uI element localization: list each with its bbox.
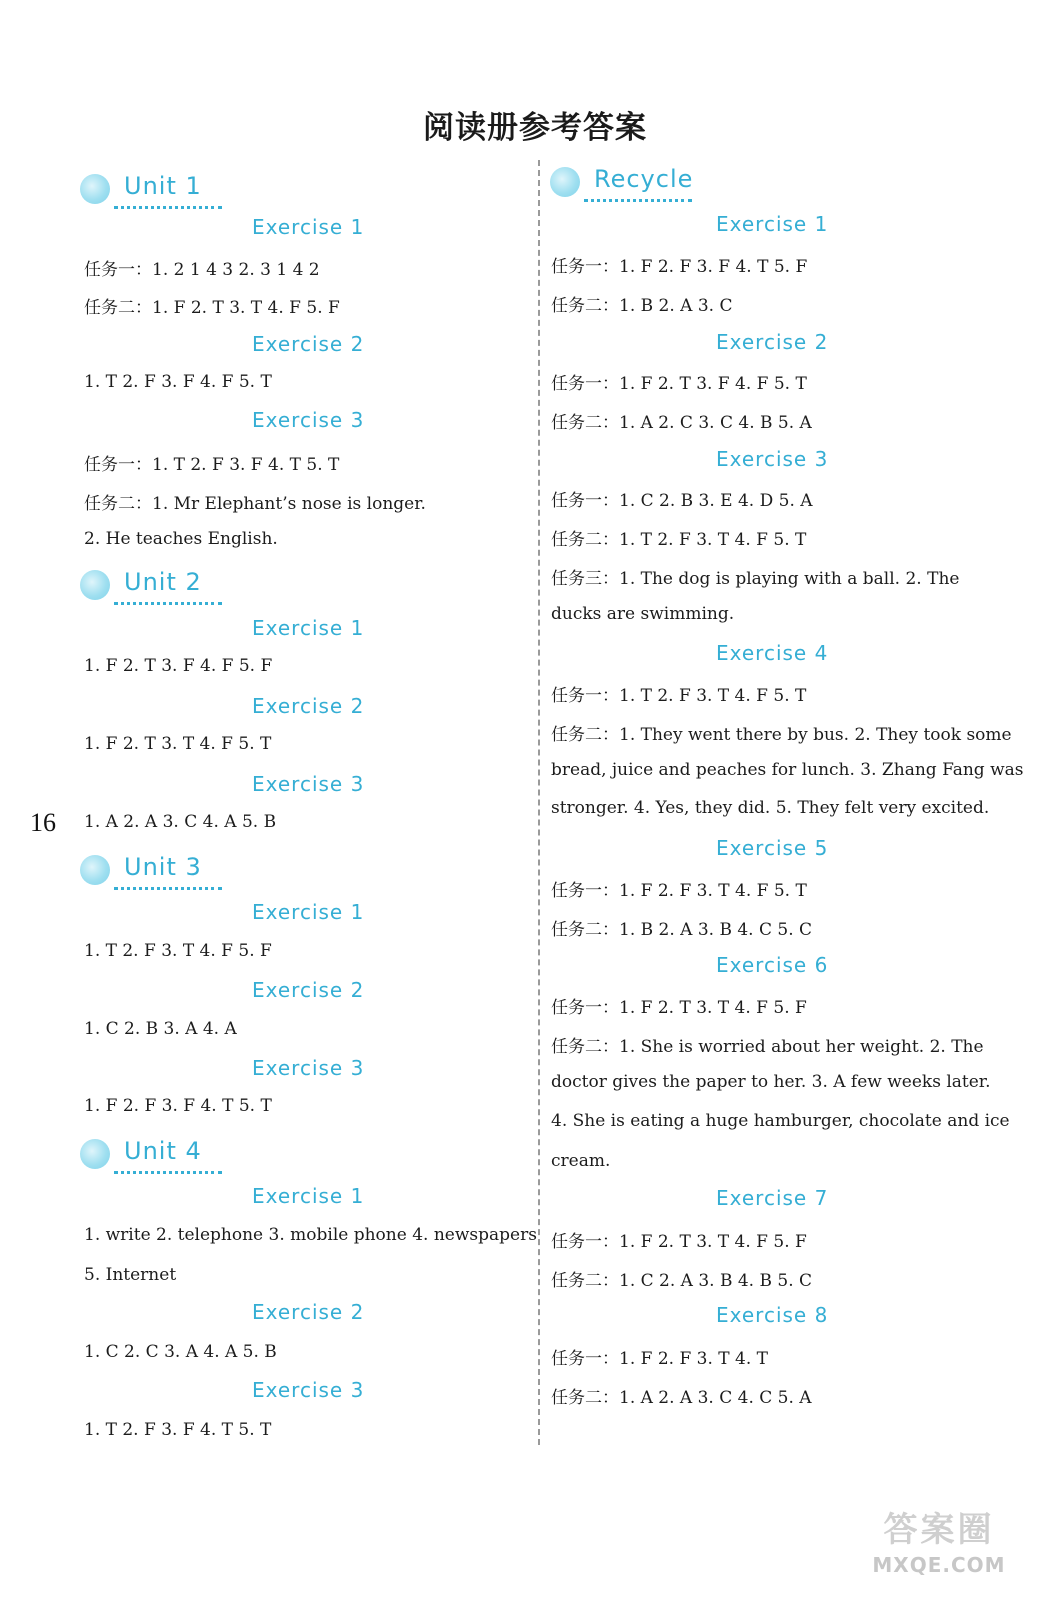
exercise-heading: Exercise 3 xyxy=(252,408,365,432)
answer-line: 1. write 2. telephone 3. mobile phone 4. newspapers xyxy=(84,1225,537,1245)
answer-line: 任务二：1. They went there by bus. 2. They took some xyxy=(551,725,1012,745)
exercise-heading: Exercise 7 xyxy=(716,1186,829,1210)
answer-line: 5. Internet xyxy=(84,1265,177,1285)
answer-line: 任务二：1. Mr Elephant’s nose is longer. xyxy=(84,494,426,514)
dotted-underline xyxy=(114,206,222,209)
exercise-heading: Exercise 3 xyxy=(252,1378,365,1402)
watermark-url: MXQE.COM xyxy=(872,1553,1006,1577)
answer-line: 1. T 2. F 3. F 4. T 5. T xyxy=(84,1420,272,1440)
dotted-underline xyxy=(114,887,222,890)
dotted-underline xyxy=(114,1171,222,1174)
answer-line: doctor gives the paper to her. 3. A few weeks later. xyxy=(551,1072,991,1092)
answer-line: 任务二：1. B 2. A 3. C xyxy=(551,296,733,316)
exercise-heading: Exercise 1 xyxy=(716,212,829,236)
answer-line: 任务二：1. T 2. F 3. T 4. F 5. T xyxy=(551,530,807,550)
exercise-heading: Exercise 1 xyxy=(252,1184,365,1208)
exercise-heading: Exercise 8 xyxy=(716,1303,829,1327)
answer-line: 1. T 2. F 3. F 4. F 5. T xyxy=(84,372,272,392)
answer-line: 任务一：1. F 2. T 3. T 4. F 5. F xyxy=(551,998,807,1018)
answer-line: 1. F 2. T 3. T 4. F 5. T xyxy=(84,734,272,754)
dotted-underline xyxy=(114,602,222,605)
answer-line: 任务一：1. T 2. F 3. T 4. F 5. T xyxy=(551,686,807,706)
answer-line: 1. A 2. A 3. C 4. A 5. B xyxy=(84,812,277,832)
exercise-heading: Exercise 3 xyxy=(252,772,365,796)
answer-line: 1. T 2. F 3. T 4. F 5. F xyxy=(84,941,272,961)
section-heading-label: Unit 2 xyxy=(124,568,202,596)
section-heading-label: Unit 1 xyxy=(124,172,202,200)
exercise-heading: Exercise 3 xyxy=(252,1056,365,1080)
answer-line: 任务一：1. F 2. T 3. F 4. F 5. T xyxy=(551,374,807,394)
exercise-heading: Exercise 6 xyxy=(716,953,829,977)
bullet-circle-icon xyxy=(80,174,110,204)
dotted-underline xyxy=(584,199,692,202)
answer-line: 4. She is eating a huge hamburger, chocolate and ice xyxy=(551,1111,1010,1131)
answer-line: 1. C 2. C 3. A 4. A 5. B xyxy=(84,1342,277,1362)
exercise-heading: Exercise 2 xyxy=(252,694,365,718)
section-heading-label: Recycle xyxy=(594,165,694,193)
exercise-heading: Exercise 2 xyxy=(252,1300,365,1324)
answer-line: bread, juice and peaches for lunch. 3. Zhang Fang was xyxy=(551,760,1024,780)
answer-line: 2. He teaches English. xyxy=(84,529,278,549)
exercise-heading: Exercise 2 xyxy=(252,978,365,1002)
answer-line: 任务二：1. A 2. C 3. C 4. B 5. A xyxy=(551,413,812,433)
bullet-circle-icon xyxy=(80,855,110,885)
section-heading-label: Unit 4 xyxy=(124,1137,202,1165)
answer-line: 任务一：1. F 2. T 3. T 4. F 5. F xyxy=(551,1232,807,1252)
section-heading-label: Unit 3 xyxy=(124,853,202,881)
answer-line: 1. F 2. T 3. F 4. F 5. F xyxy=(84,656,273,676)
watermark-text: 答案圈 xyxy=(883,1510,995,1550)
exercise-heading: Exercise 4 xyxy=(716,641,829,665)
answer-line: 任务二：1. C 2. A 3. B 4. B 5. C xyxy=(551,1271,813,1291)
exercise-heading: Exercise 1 xyxy=(252,900,365,924)
answer-line: 任务一：1. F 2. F 3. F 4. T 5. F xyxy=(551,257,808,277)
page-number: 16 xyxy=(30,808,56,837)
exercise-heading: Exercise 2 xyxy=(252,332,365,356)
answer-line: 任务一：1. T 2. F 3. F 4. T 5. T xyxy=(84,455,340,475)
answer-line: 任务一：1. F 2. F 3. T 4. T xyxy=(551,1349,768,1369)
exercise-heading: Exercise 2 xyxy=(716,330,829,354)
answer-line: 任务二：1. F 2. T 3. T 4. F 5. F xyxy=(84,298,340,318)
exercise-heading: Exercise 3 xyxy=(716,447,829,471)
bullet-circle-icon xyxy=(550,167,580,197)
answer-line: 任务二：1. She is worried about her weight. 2. The xyxy=(551,1037,984,1057)
exercise-heading: Exercise 1 xyxy=(252,616,365,640)
exercise-heading: Exercise 5 xyxy=(716,836,829,860)
answer-line: ducks are swimming. xyxy=(551,604,735,624)
answer-line: 任务二：1. B 2. A 3. B 4. C 5. C xyxy=(551,920,813,940)
answer-line: 任务三：1. The dog is playing with a ball. 2. The xyxy=(551,569,960,589)
answer-line: stronger. 4. Yes, they did. 5. They felt very excited. xyxy=(551,798,990,818)
answer-line: 任务二：1. A 2. A 3. C 4. C 5. A xyxy=(551,1388,812,1408)
answer-line: 1. F 2. F 3. F 4. T 5. T xyxy=(84,1096,272,1116)
page-title: 阅读册参考答案 xyxy=(423,110,647,146)
answer-line: 任务一：1. F 2. F 3. T 4. F 5. T xyxy=(551,881,807,901)
bullet-circle-icon xyxy=(80,570,110,600)
watermark-logo xyxy=(849,1508,1029,1588)
bullet-circle-icon xyxy=(80,1139,110,1169)
answer-line: cream. xyxy=(551,1151,611,1171)
column-divider xyxy=(538,160,540,1445)
answer-line: 任务一：1. 2 1 4 3 2. 3 1 4 2 xyxy=(84,260,320,280)
answer-line: 1. C 2. B 3. A 4. A xyxy=(84,1019,237,1039)
exercise-heading: Exercise 1 xyxy=(252,215,365,239)
answer-line: 任务一：1. C 2. B 3. E 4. D 5. A xyxy=(551,491,813,511)
